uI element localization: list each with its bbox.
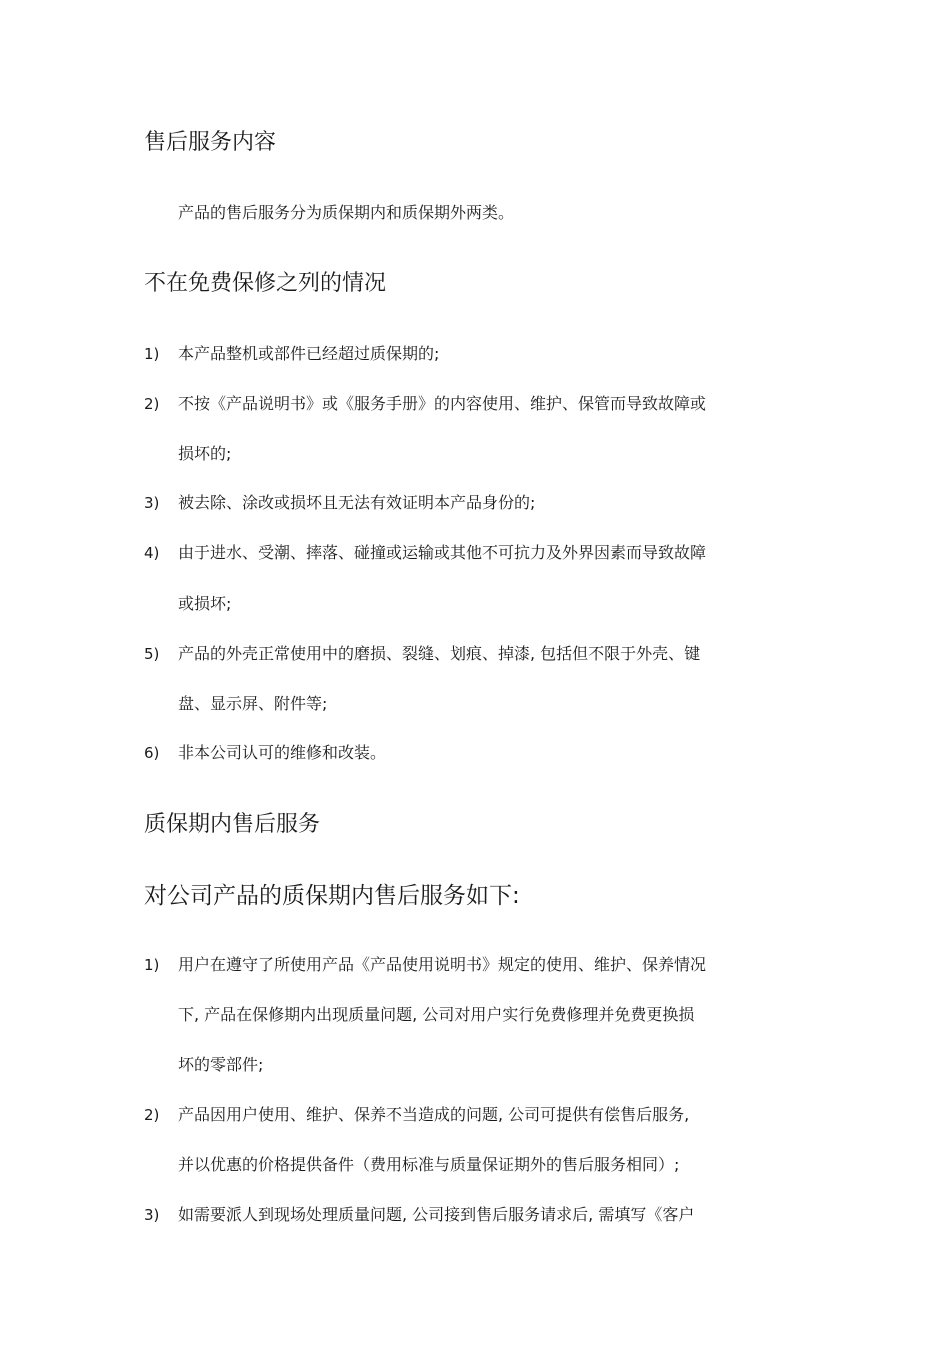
list-item-text: 下, 产品在保修期内出现质量问题, 公司对用户实行免费修理并免费更换损 xyxy=(178,1005,695,1024)
list-item-text: 坏的零部件; xyxy=(178,1055,264,1074)
list-item-text: 由于进水、受潮、摔落、碰撞或运输或其他不可抗力及外界因素而导致故障 xyxy=(178,543,707,562)
list-item-text: 产品因用户使用、维护、保养不当造成的问题, 公司可提供有偿售后服务, xyxy=(178,1105,690,1124)
list-number: 5) xyxy=(144,645,160,663)
list-item-text: 本产品整机或部件已经超过质保期的; xyxy=(178,344,440,363)
section-title-after-sales-content: 售后服务内容 xyxy=(144,130,277,155)
list-number: 2) xyxy=(144,1106,160,1124)
list-item-text: 产品的外壳正常使用中的磨损、裂缝、划痕、掉漆, 包括但不限于外壳、键 xyxy=(178,644,701,663)
list-item-text: 被去除、涂改或损坏且无法有效证明本产品身份的; xyxy=(178,493,536,512)
list-item-text: 如需要派人到现场处理质量问题, 公司接到售后服务请求后, 需填写《客户 xyxy=(178,1205,695,1224)
list-number: 2) xyxy=(144,395,160,413)
list-number: 1) xyxy=(144,956,160,974)
list-number: 4) xyxy=(144,544,160,562)
list-number: 3) xyxy=(144,494,160,512)
list-item-text: 用户在遵守了所使用产品《产品使用说明书》规定的使用、维护、保养情况 xyxy=(178,955,707,974)
list-number: 1) xyxy=(144,345,160,363)
section-title-in-warranty: 质保期内售后服务 xyxy=(144,812,321,837)
list-item-text: 不按《产品说明书》或《服务手册》的内容使用、维护、保管而导致故障或 xyxy=(178,394,707,413)
section-title-not-covered: 不在免费保修之列的情况 xyxy=(144,271,387,296)
section-title-in-warranty-list: 对公司产品的质保期内售后服务如下: xyxy=(144,883,520,909)
list-item-text: 或损坏; xyxy=(178,594,232,613)
list-item-text: 并以优惠的价格提供备件（费用标准与质量保证期外的售后服务相同）; xyxy=(178,1155,680,1174)
list-number: 6) xyxy=(144,744,160,762)
list-number: 3) xyxy=(144,1206,160,1224)
list-item-text: 非本公司认可的维修和改装。 xyxy=(178,743,387,762)
intro-paragraph: 产品的售后服务分为质保期内和质保期外两类。 xyxy=(178,203,515,222)
list-item-text: 损坏的; xyxy=(178,444,232,463)
list-item-text: 盘、显示屏、附件等; xyxy=(178,694,328,713)
